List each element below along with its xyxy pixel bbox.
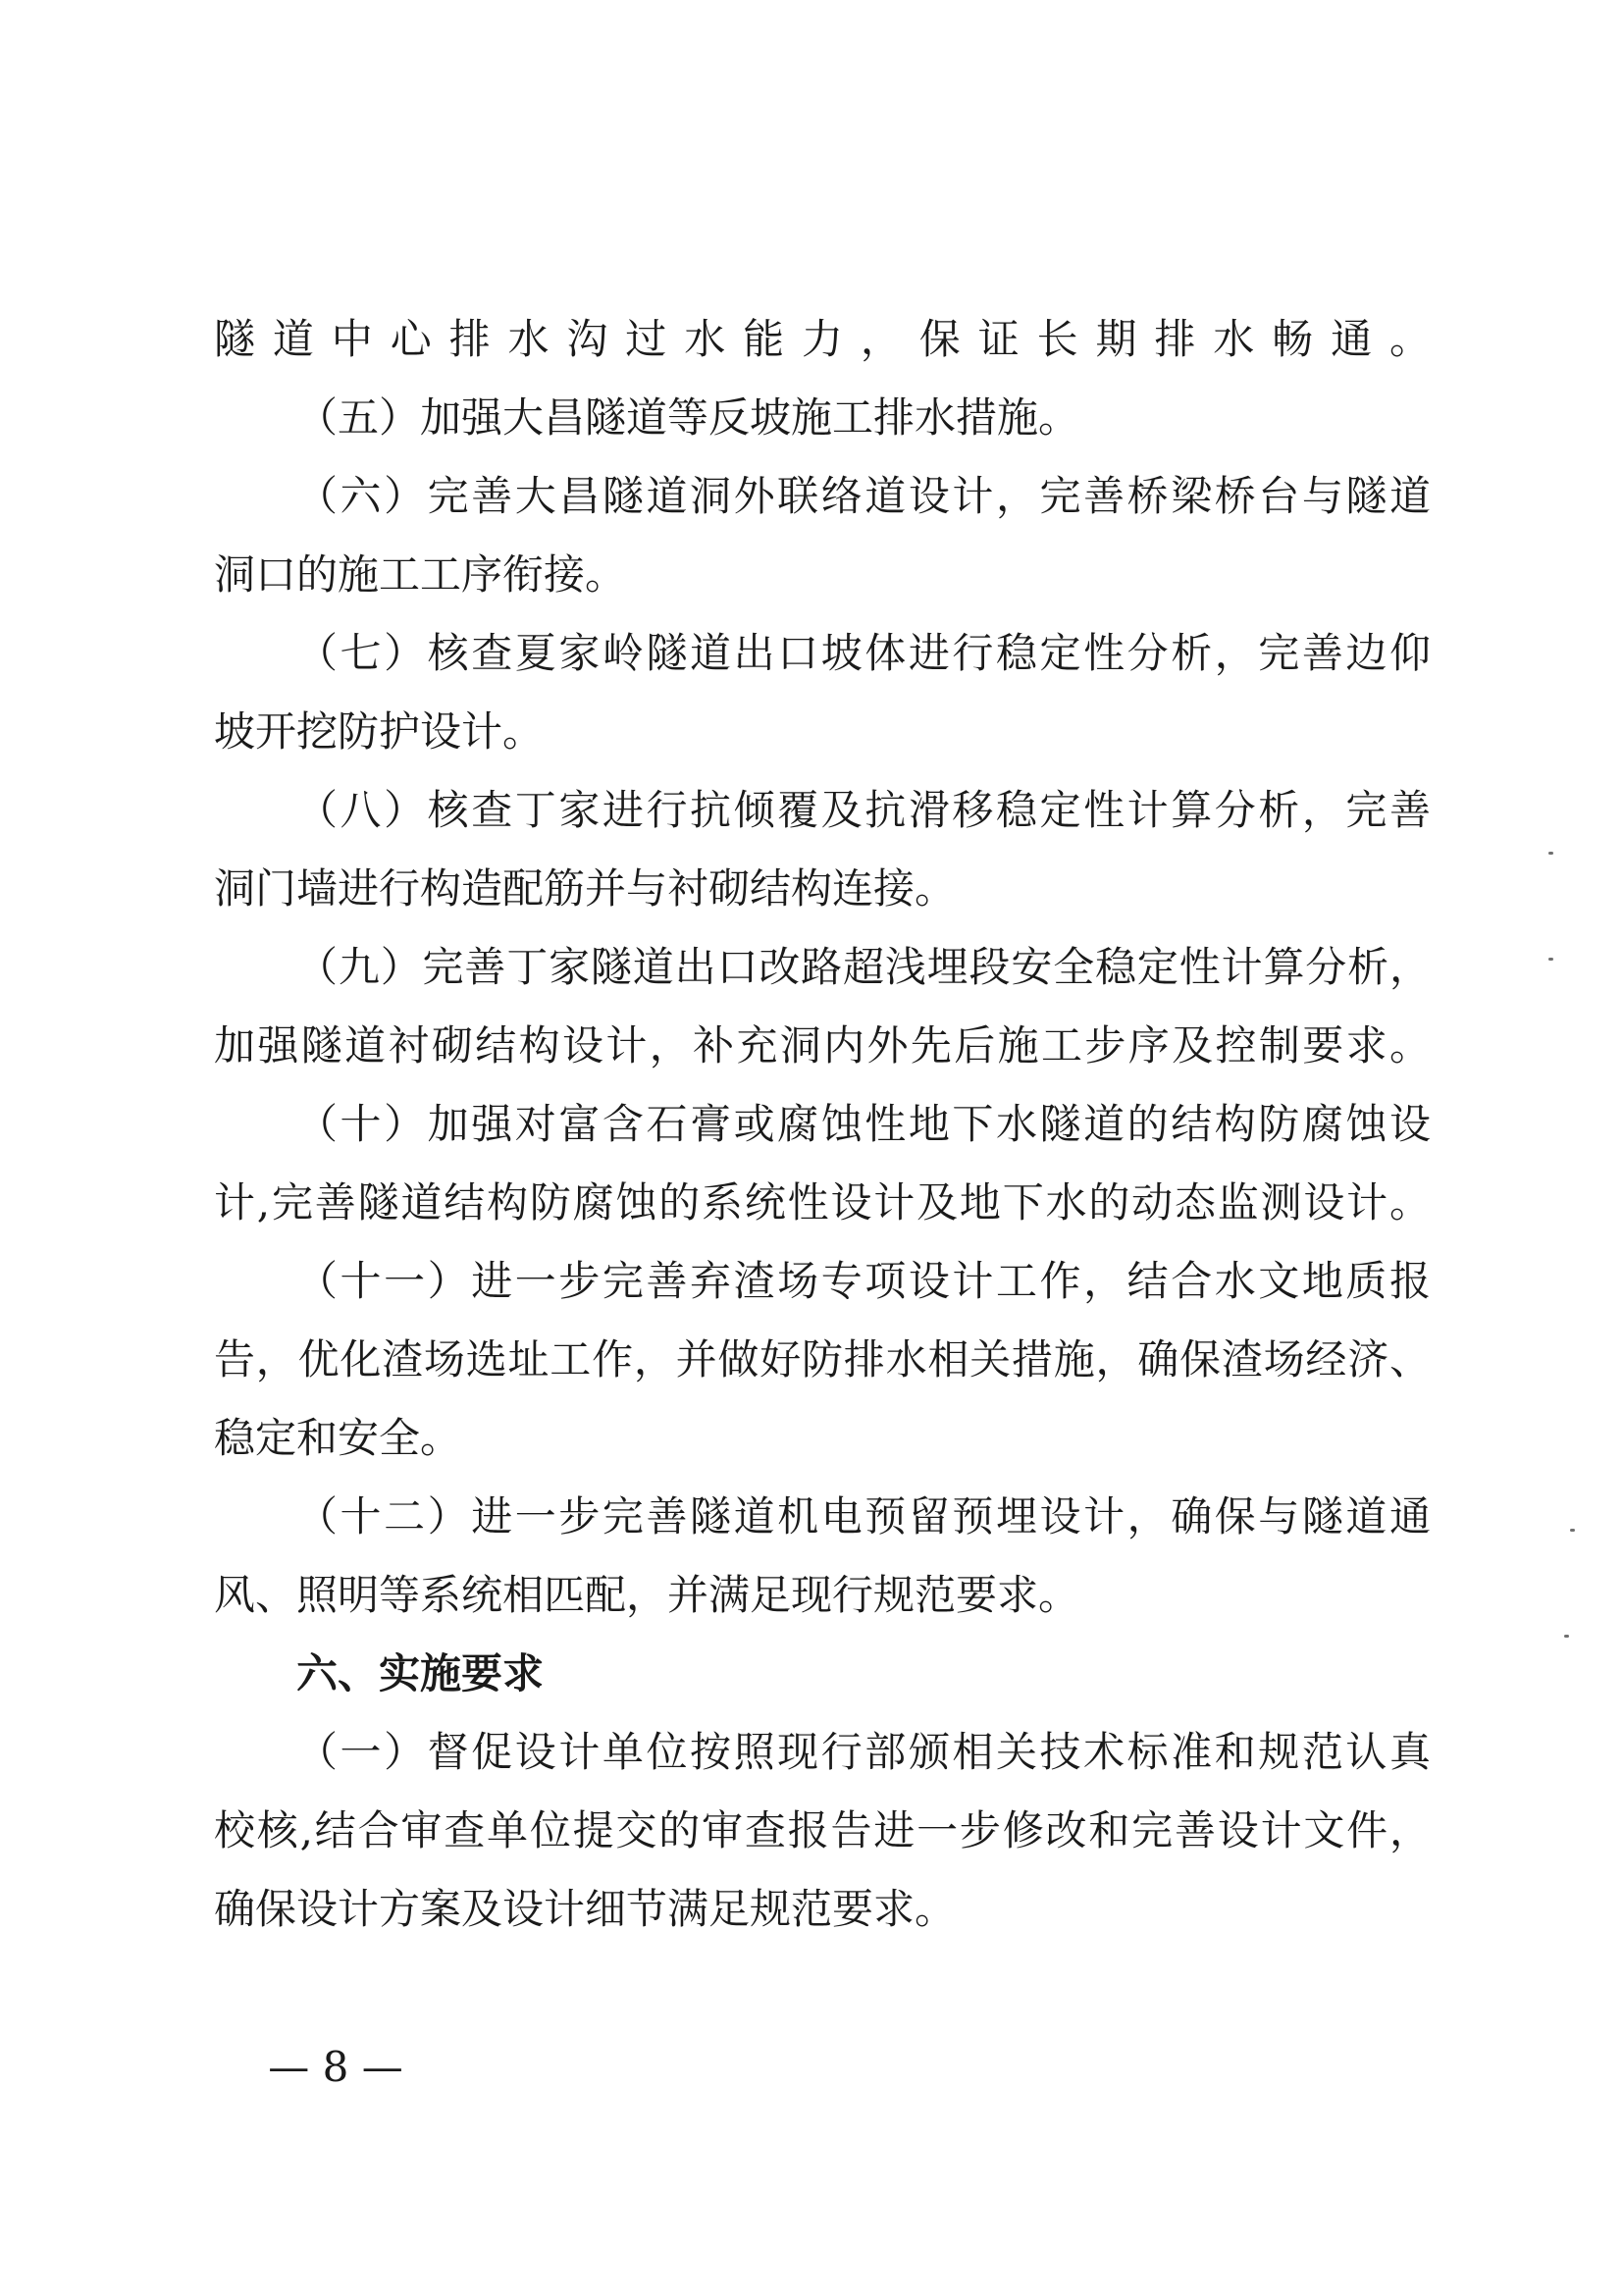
section-heading: 六、实施要求	[296, 1649, 545, 1697]
paragraph-line: 告，优化渣场选址工作，并做好防排水相关措施，确保渣场经济、	[214, 1335, 1431, 1383]
paragraph-line: （七）核查夏家岭隧道出口坡体进行稳定性分析，完善边仰	[296, 629, 1431, 677]
paragraph-line: 坡开挖防护设计。	[214, 707, 545, 756]
paragraph-line: 洞门墙进行构造配筋并与衬砌结构连接。	[214, 864, 957, 913]
scan-speck	[1548, 958, 1553, 961]
paragraph-line: （十）加强对富含石膏或腐蚀性地下水隧道的结构防腐蚀设	[296, 1100, 1431, 1148]
scan-speck	[1564, 1635, 1569, 1638]
paragraph-line: 风、照明等系统相匹配，并满足现行规范要求。	[214, 1571, 1080, 1619]
paragraph-line: （十二）进一步完善隧道机电预留预埋设计，确保与隧道通	[296, 1492, 1431, 1540]
paragraph-line: （一）督促设计单位按照现行部颁相关技术标准和规范认真	[296, 1728, 1431, 1776]
paragraph-line: 校核,结合审查单位提交的审查报告进一步修改和完善设计文件，	[214, 1806, 1431, 1854]
paragraph-line: （九）完善丁家隧道出口改路超浅埋段安全稳定性计算分析，	[296, 943, 1431, 991]
paragraph-line: 隧道中心排水沟过水能力，保证长期排水畅通。	[214, 315, 1431, 363]
paragraph-line: 稳定和安全。	[214, 1414, 462, 1462]
paragraph-line: （十一）进一步完善弃渣场专项设计工作，结合水文地质报	[296, 1257, 1431, 1305]
paragraph-line: 洞口的施工工序衔接。	[214, 550, 627, 599]
paragraph-line: 计,完善隧道结构防腐蚀的系统性设计及地下水的动态监测设计。	[214, 1178, 1431, 1226]
page-number: — 8 —	[268, 2043, 403, 2091]
scan-speck	[1570, 1529, 1575, 1532]
scan-speck	[1548, 852, 1553, 855]
paragraph-line: （五）加强大昌隧道等反坡施工排水措施。	[296, 393, 1080, 442]
paragraph-line: 加强隧道衬砌结构设计，补充洞内外先后施工步序及控制要求。	[214, 1021, 1431, 1070]
paragraph-line: （八）核查丁家进行抗倾覆及抗滑移稳定性计算分析，完善	[296, 786, 1431, 834]
paragraph-line: （六）完善大昌隧道洞外联络道设计，完善桥梁桥台与隧道	[296, 472, 1431, 520]
paragraph-line: 确保设计方案及设计细节满足规范要求。	[214, 1885, 957, 1933]
